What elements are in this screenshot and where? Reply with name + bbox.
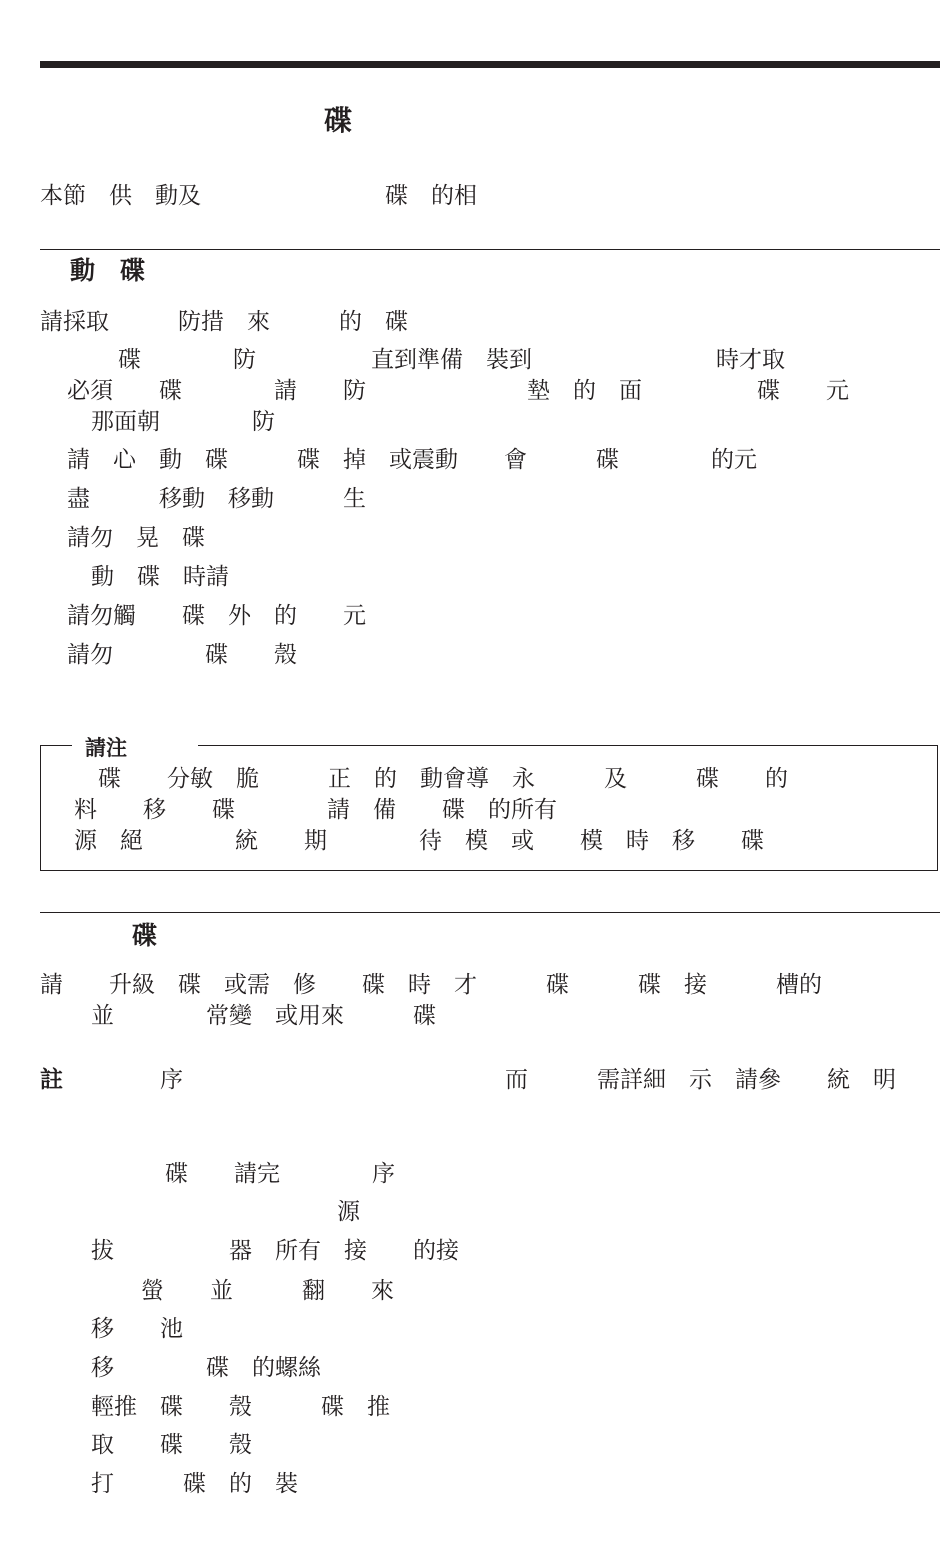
- procedure-step: 拔 器 所有 接 的接: [91, 1238, 459, 1264]
- section-divider: [40, 249, 940, 250]
- handling-para-line: 碟 防 直到準備 裝到 時才取: [118, 347, 785, 373]
- section-heading-handling: 動 碟: [70, 256, 146, 285]
- procedure-step: 打 碟 的 裝: [91, 1471, 298, 1497]
- list-item: 請勿 晃 碟: [67, 525, 205, 551]
- list-item: 請勿觸 碟 外 的 元: [67, 603, 366, 629]
- note-label: 請注: [85, 736, 127, 760]
- note-line: 料 移 碟 請 備 碟 的所有: [74, 797, 557, 823]
- note-line: 碟 分敏 脆 正 的 動會導 永 及 碟 的: [98, 766, 788, 792]
- handling-para-line: 必須 碟 請 防 墊 的 面 碟 元: [67, 378, 849, 404]
- remove-note-text: 序 而 需詳細 示 請參 統 明: [160, 1067, 896, 1093]
- intro-paragraph: 本節 供 動及 碟 的相: [40, 183, 477, 209]
- procedure-step: 移 碟 的螺絲: [91, 1355, 321, 1381]
- procedure-step: 移 池: [91, 1316, 183, 1342]
- remove-para-line: 並 常變 或用來 碟: [91, 1003, 436, 1029]
- list-item: 請 心 動 碟 碟 掉 或震動 會 碟 的元: [67, 447, 757, 473]
- remove-para-line: 請 升級 碟 或需 修 碟 時 才 碟 碟 接 槽的: [40, 972, 822, 998]
- procedure-step: 輕推 碟 殼 碟 推: [91, 1394, 390, 1420]
- top-rule: [40, 61, 940, 68]
- procedure-step: 取 碟 殼: [91, 1432, 252, 1458]
- list-item: 請勿 碟 殼: [67, 642, 297, 668]
- procedure-step: 螢 並 翻 來: [141, 1278, 394, 1304]
- note-marker: 註: [40, 1067, 63, 1093]
- note-line: 源 絕 統 期 待 模 或 模 時 移 碟: [74, 828, 764, 854]
- handling-lead: 請採取 防措 來 的 碟: [40, 309, 408, 335]
- handling-para-line: 那面朝 防: [91, 409, 275, 435]
- procedure-lead: 碟 請完 序: [165, 1161, 395, 1187]
- section-heading-remove: 碟: [132, 921, 158, 950]
- list-item: 盡 移動 移動 生: [67, 486, 366, 512]
- page-title: 碟: [324, 104, 353, 137]
- list-item: 動 碟 時請: [91, 564, 229, 590]
- procedure-step: 源: [337, 1199, 360, 1225]
- section-divider: [40, 912, 940, 913]
